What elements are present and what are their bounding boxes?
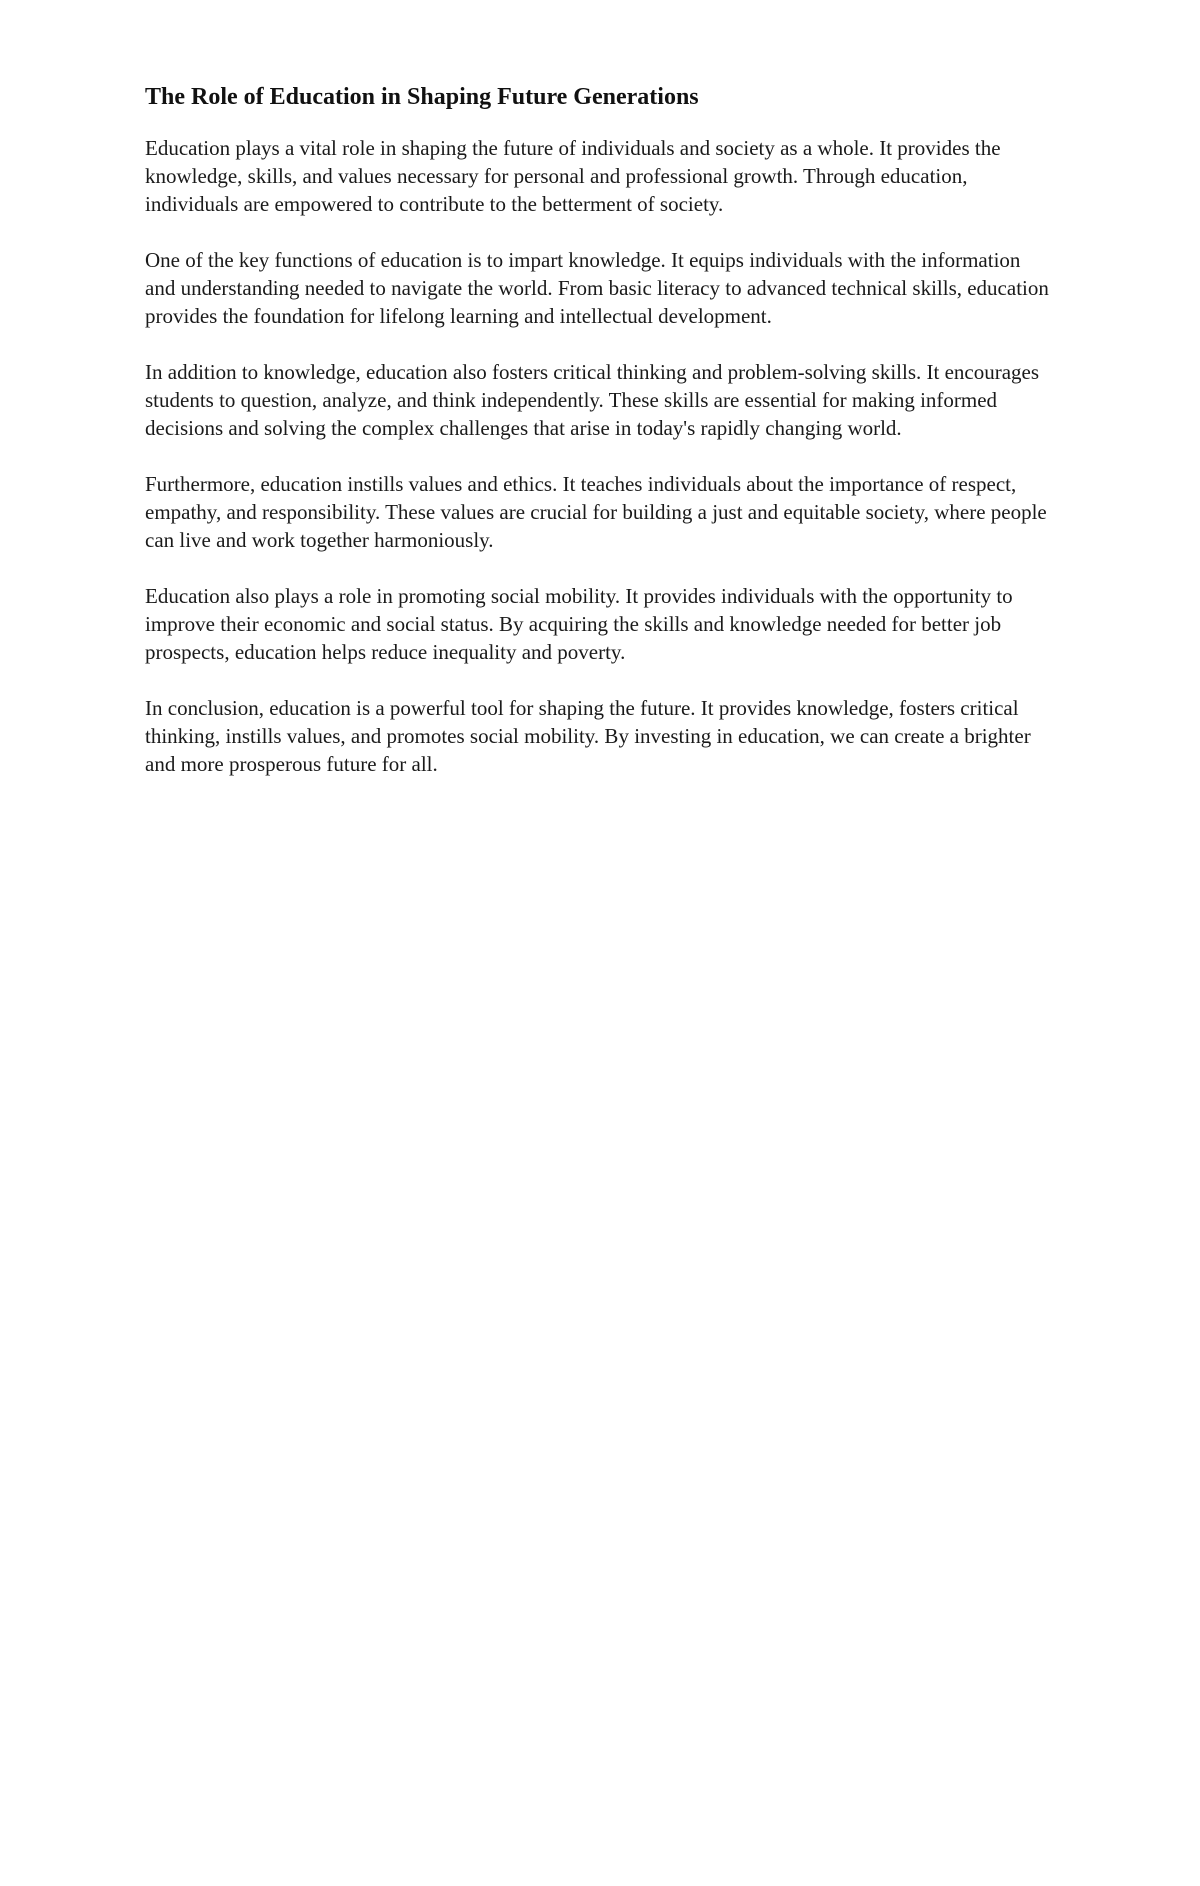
paragraph-social-mobility: Education also plays a role in promoting social mobility. It provides individuals with the opportunity to improve their economic and social status. By acquiring the skills and knowledge needed for better job prospects, education helps reduce inequality and poverty. [145,584,1013,664]
paragraph-values: Furthermore, education instills values and ethics. It teaches individuals about the importance of respect, empathy, and responsibility. These values are crucial for building a just and equitable society, where people can live and work together harmoniously. [145,472,1047,552]
document-title: The Role of Education in Shaping Future Generations [145,84,699,110]
paragraph-knowledge: One of the key functions of education is to impart knowledge. It equips individuals with the information and understanding needed to navigate the world. From basic literacy to advanced technical skills, education provides the foundation for lifelong learning and intellectual development. [145,248,1049,328]
document-body [145,82,1055,806]
paragraph-introduction: Education plays a vital role in shaping the future of individuals and society as a whole. It provides the knowledge, skills, and values necessary for personal and professional growth. Through education, individuals are empowered to contribute to the betterment of society. [145,136,1001,216]
paragraph-critical-thinking: In addition to knowledge, education also fosters critical thinking and problem-solving skills. It encourages students to question, analyze, and think independently. These skills are essential for making informed decisions and solving the complex challenges that arise in today's rapidly changing world. [145,360,1040,440]
paragraph-conclusion: In conclusion, education is a powerful tool for shaping the future. It provides knowledge, fosters critical thinking, instills values, and promotes social mobility. By investing in education, we can create a brighter and more prosperous future for all. [145,696,1031,776]
